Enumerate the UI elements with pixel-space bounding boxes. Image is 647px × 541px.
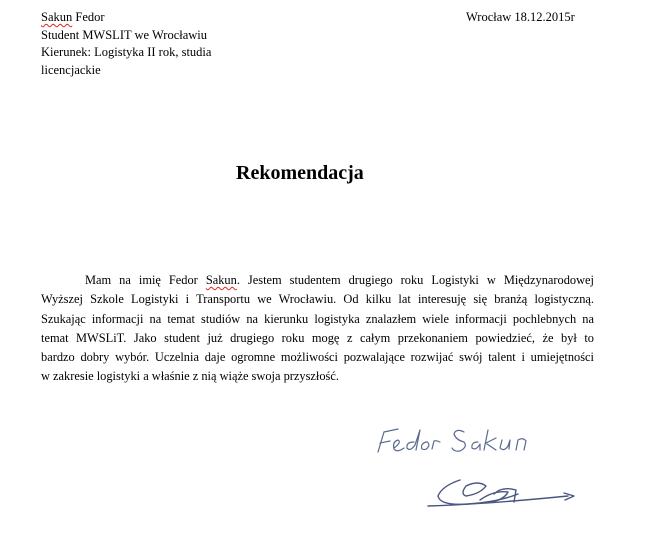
- sender-line-3: Kierunek: Logistyka II rok, studia: [41, 45, 212, 59]
- sender-line-4: licencjackie: [41, 62, 101, 77]
- signature-mark-strokes: [428, 480, 574, 506]
- body-line-5: bardzo dobry wybór. Uczelnia daje ogromne możliwości pozwalające rozwijać swój talent i umiejętności: [41, 350, 594, 365]
- sender-line-2: Student MWSLIT we Wrocławiu: [41, 27, 208, 42]
- place-date: Wrocław 18.12.2015r: [466, 10, 575, 24]
- body-line-1: [41, 271, 594, 290]
- body-line-4: temat MWSLiT. Jako student już drugiego roku mogę z całym przekonaniem powiedzieć, że był to: [41, 330, 594, 345]
- body-line-1-start: Mam na imię Fedor: [85, 273, 206, 287]
- body-line-3: Szukając informacji na temat studiów na kierunku logistyka znalazłem wiele informacji pochlebnych na: [41, 311, 594, 326]
- sender-name-line: [41, 9, 241, 27]
- letter-body: [41, 271, 594, 387]
- sender-given-name: Fedor: [75, 10, 105, 24]
- body-line-6: w zakresie logistyki a właśnie z nią wiąże swoja przyszłość.: [41, 369, 339, 384]
- body-surname: Sakun: [205, 273, 237, 287]
- document-title: Rekomendacja: [236, 162, 364, 184]
- sender-block: [41, 9, 241, 79]
- signature-name-strokes: [378, 429, 526, 452]
- handwritten-signature: [368, 420, 588, 520]
- sender-surname: Sakun: [41, 10, 73, 24]
- body-line-2: Wyższej Szkole Logistyki i Transportu we Wrocławiu. Od kilku lat interesuję się branżą logistyczną.: [41, 292, 594, 307]
- body-line-1-end: . Jestem studentem drugiego roku Logistyki w Międzynarodowej: [236, 273, 594, 287]
